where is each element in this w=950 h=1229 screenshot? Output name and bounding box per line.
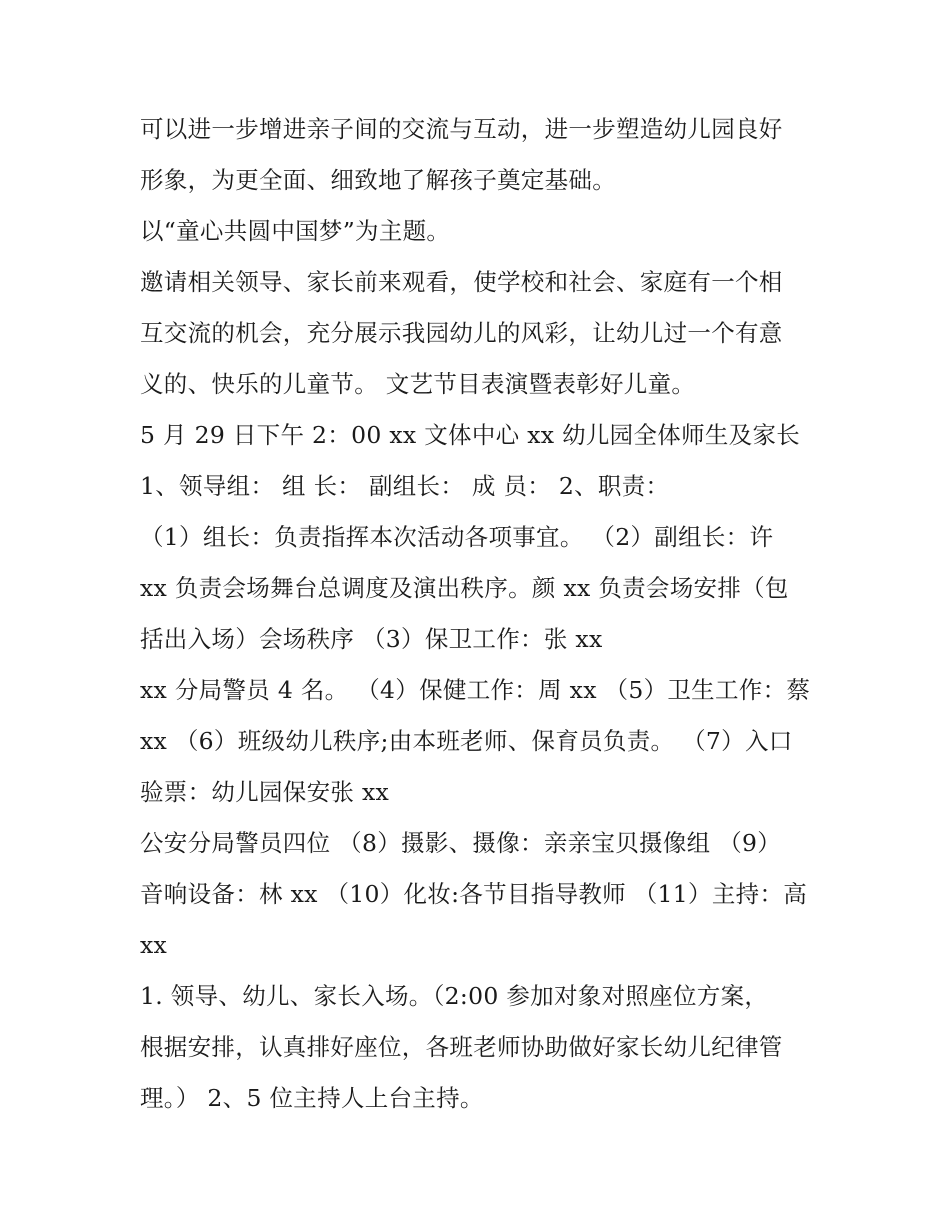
text-line: 可以进一步增进亲子间的交流与互动，进一步塑造幼儿园良好	[140, 115, 783, 143]
text-line: 5 月 29 日下午 2：00 xx 文体中心 xx 幼儿园全体师生及家长	[140, 421, 801, 449]
text-line: 以“童心共圆中国梦”为主题。	[140, 217, 451, 245]
text-line: 邀请相关领导、家长前来观看，使学校和社会、家庭有一个相	[140, 268, 783, 296]
text-line: xx 分局警员 4 名。 （4）保健工作：周 xx （5）卫生工作：蔡	[140, 676, 811, 704]
document-body	[140, 104, 820, 1124]
text-line: 音响设备：林 xx （10）化妆:各节目指导教师 （11）主持：高	[140, 880, 808, 908]
text-line: xx （6）班级幼儿秩序;由本班老师、保育员负责。 （7）入口	[140, 727, 793, 755]
text-line: 互交流的机会，充分展示我园幼儿的风彩，让幼儿过一个有意	[140, 319, 783, 347]
text-line: xx	[140, 931, 168, 959]
text-line: （1）组长：负责指挥本次活动各项事宜。 （2）副组长：许	[140, 523, 774, 551]
text-line: 义的、快乐的儿童节。 文艺节目表演暨表彰好儿童。	[140, 370, 696, 398]
text-line: 1、领导组： 组 长： 副组长： 成 员： 2、职责：	[140, 472, 670, 500]
text-line: 根据安排，认真排好座位，各班老师协助做好家长幼儿纪律管	[140, 1033, 783, 1061]
text-line: xx 负责会场舞台总调度及演出秩序。颜 xx 负责会场安排（包	[140, 574, 789, 602]
text-line: 括出入场）会场秩序 （3）保卫工作：张 xx	[140, 625, 603, 653]
text-line: 形象，为更全面、细致地了解孩子奠定基础。	[140, 166, 616, 194]
text-line: 验票：幼儿园保安张 xx	[140, 778, 390, 806]
text-line: 公安分局警员四位 （8）摄影、摄像：亲亲宝贝摄像组 （9）	[140, 829, 782, 857]
text-line: 1. 领导、幼儿、家长入场。（2:00 参加对象对照座位方案，	[140, 982, 769, 1010]
text-line: 理。） 2、5 位主持人上台主持。	[140, 1084, 484, 1112]
